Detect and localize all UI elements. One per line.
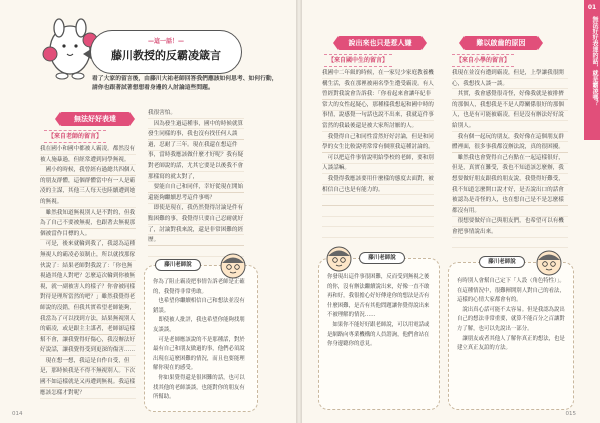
advice-box: [144, 262, 258, 412]
advice-badge: 藤川老師說: [155, 259, 201, 271]
intro-text: 看了大家的留言後，由藤川大祐老師回答我們應該如何思考、如何行動，請你也跟著試著想想看身邊的人討論這些問題。: [92, 76, 278, 91]
chapter-title: 無法好好表達的話，就是霸凌嗎？: [591, 16, 598, 106]
section-banner: 無法好好表達: [60, 112, 130, 126]
left-page: [0, 0, 296, 423]
header-kicker: —這一話！—: [147, 38, 184, 45]
title-speech-bubble: [90, 30, 242, 74]
advice-text: 你為了阻止霸凌把事情告訴老師是正確的，我覺得非常勇敢。 也希望你繼續相信自己和想法並沒有錯誤。 即使被人批評，我也希望你能夠找朋友談談， 可是老師應該說的不是那種話，對於最有自己和朋友做過的事，他們必須說出現在這麼困難的情況，而且也要能理解你現在的感受。 你如果覺得還是很困難的話，也可以找其他的老師談談，也能對你的朋友有所幫助。: [153, 279, 245, 401]
chapter-side-tab: [584, 0, 600, 140]
letter-column-continued: 我很害怕。 因為發生過這種事，國中的時候就算發生同樣的事，我也沒有找任何人談過，忍耐了三年。現在我還在想這件事，當時我應該做什麼才好呢？我有疑對老師說的話，尤其它要是以後我不會那樣寫的就太對了， 要能自自己和同伴，幸好從現在開始還能夠繼續思考這件事嗎？ 即使是現在，我仍然覺得討論是件有點困難的事，我覺得只要自己忍耐就好了，討論對我來說，還是非常困難的經歷。: [148, 108, 244, 258]
teacher-portrait-icon: [535, 249, 563, 277]
section-subheading: 【來自老師的留言】: [44, 130, 106, 143]
page-number: 015: [565, 411, 576, 417]
page-number: 014: [12, 411, 23, 417]
letter-column: 我在國小和國中都被人霸凌。都然沒有被人施暴過，但經常遭到同學無視。 國小的時候，我曾經有過總共四個人的朋友群體，這個群體當中有一人是霸凌的主謀，其他三人每天也陸續遭到她的無視。 雖然我知道無視別人是不對的，但我為了自己不要被無視，也跟著去無視那個被當作目標的人。 可是，後來就輪到我了，我認為這種無視人的霸凌必須制止，所以就找那傢伙說了：結果老師對我說了：「你也無視過其他人對吧？怎麼這次輪到你被無視，就一副被害人的樣子？你會被同樣對待是理所當然的吧？」雖然我覺得老師說的沒錯，但我其實希望老師能夠，我當為了可以找到方法，結果無視別人的霸凌，或是跟主主謀者，老師卻這樣幫不會，讓我覺得好傷心，我沒辦法好好說話，讓我覺得受到更深的傷害…… 現在想一想，我這是自作自受，但是，那時候我是不得不無視別人。下次國不如這樣就是又再遭到無視。我這樣應該怎樣才對呢？: [40, 144, 136, 406]
advice-badge: 藤川老師說: [359, 252, 405, 264]
chapter-number: 01: [587, 4, 597, 11]
teacher-portrait-icon: [219, 252, 247, 280]
advice-box: [448, 259, 574, 410]
advice-text: 有時別人會幫自己定下「人設（角色特性）」。在這種情況中，很難揮開別人對自己的看法，這樣的心情大家都會有的。 說出真心話可能不太容易。但是我認為說出自己的想法非常重要，就算不能百分之百讓對方了解，也可以先說出一部分。 讓朋友或者其他人了解你真正的想法，也是建立真正友誼的方法。: [457, 278, 565, 352]
section-subheading: 【來自國中生的留言】: [324, 54, 392, 67]
advice-badge: 藤川老師說: [479, 256, 525, 268]
page-title: 藤川教授的反霸凌箴言: [111, 49, 221, 62]
section-subheading: 【來自小學的留言】: [452, 54, 514, 67]
right-page: [302, 0, 600, 423]
section-banner: 難以啟齒的原因: [464, 36, 538, 50]
letter-column: 我國中二年級的時候，在一家兒少家庭教養機構生活，我在那裡被兩名學生遭受霸凌。有人曾經對我說會告訴我：「你看起來會讓年紀非常大的女性起疑心，那種樣我想起和國中時的事情，說感覺一句話也說不出來，我就這件事當然的我最後還是被大家所討厭的人。 我覺得自己和同性當然好好討論，但是和同學的女生比較說明常常有個照我這種討論的。 可以把這件事情說明給學校的老師，要和別人談話嘛。 我覺得我應該要用什麼樣的態度去面對，被相信自己也是有能力的。: [322, 68, 434, 244]
advice-text: 你發現出這件事很困難，反而受到無視之後的你，沒有辦法繼續說出來，好像一直不敢再和好，我很擔心好好傳達你的想法是否有什麼困難，是否有其他問題讓你覺得說出來不被理解的情況…… 如果你不能好好跟老師說，可以用電話或是網路向專業機構的人員諮詢，他們會站在你身邊聽你的意見。: [327, 274, 430, 348]
teacher-portrait-icon: [325, 245, 353, 273]
section-banner: 說出來也只是惹人嫌: [338, 36, 422, 50]
letter-column: 我現在並沒有遭到霸凌，但是，上學讓我很開心，我想找人談一談。 其實，我會感覺很奇怪，好像我就是被排擠的那個人，我想我是不是人際關係很好的那個人，也是有可能被霸凌，但是沒有辦法好好說給別人。 我有個一起玩的朋友，我好像在這個朋友群體裡面，很多事我都沒辦法說，真的很困擾。 雖然我也會覺得自己有點在一起這樣很好，但是，真實在難受，我也不知道該怎麼辦，我想要做好朋友跟我的朋友說，我覺得好難受，我不知道怎麼開口說才好，是否說出口的話會被認為是奇怪的人，也在想自己是不是怎麼樣都沒有用。 很想要做好自己與朋友們，也希望可以有機會把事情說出來。: [452, 68, 568, 254]
advice-box: [318, 255, 440, 410]
